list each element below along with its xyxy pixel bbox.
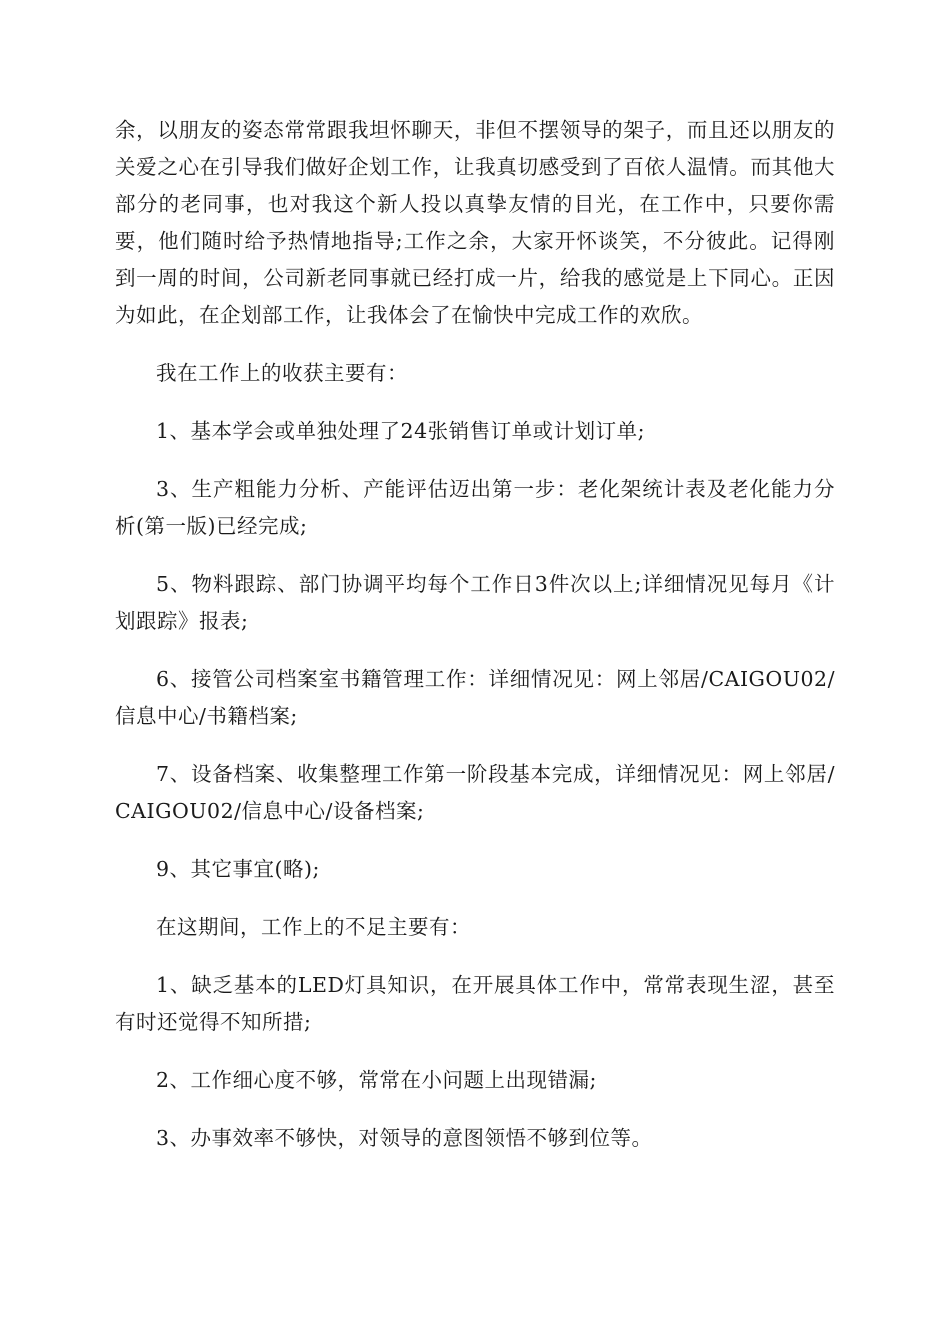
paragraph-gain-item-3: 3、生产粗能力分析、产能评估迈出第一步：老化架统计表及老化能力分析(第一版)已经完成; xyxy=(115,477,835,538)
paragraph-shortcoming-item-3: 3、办事效率不够快，对领导的意图领悟不够到位等。 xyxy=(156,1126,653,1150)
paragraph-gain-item-5: 5、物料跟踪、部门协调平均每个工作日3件次以上;详细情况见每月《计划跟踪》报表; xyxy=(115,572,835,633)
paragraph-gain-item-1: 1、基本学会或单独处理了24张销售订单或计划订单; xyxy=(156,419,646,443)
paragraph-gain-item-9: 9、其它事宜(略); xyxy=(156,857,320,881)
paragraph-gains-heading: 我在工作上的收获主要有： xyxy=(156,361,408,385)
paragraph-shortcoming-item-2: 2、工作细心度不够，常常在小问题上出现错漏; xyxy=(156,1068,597,1092)
paragraph-shortcomings-heading: 在这期间，工作上的不足主要有： xyxy=(156,915,471,939)
document-body xyxy=(115,112,835,1157)
paragraph-gain-item-7: 7、设备档案、收集整理工作第一阶段基本完成，详细情况见：网上邻居/CAIGOU02/信息中心/设备档案; xyxy=(115,762,835,823)
paragraph-gain-item-6: 6、接管公司档案室书籍管理工作：详细情况见：网上邻居/CAIGOU02/信息中心/书籍档案; xyxy=(115,667,835,728)
paragraph-shortcoming-item-1: 1、缺乏基本的LED灯具知识，在开展具体工作中，常常表现生涩，甚至有时还觉得不知所措; xyxy=(115,973,835,1034)
paragraph-continuation: 余，以朋友的姿态常常跟我坦怀聊天，非但不摆领导的架子，而且还以朋友的关爱之心在引导我们做好企划工作，让我真切感受到了百依人温情。而其他大部分的老同事，也对我这个新人投以真挚友情的目光，在工作中，只要你需要，他们随时给予热情地指导;工作之余，大家开怀谈笑，不分彼此。记得刚到一周的时间，公司新老同事就已经打成一片，给我的感觉是上下同心。正因为如此，在企划部工作，让我体会了在愉快中完成工作的欢欣。 xyxy=(115,118,835,327)
